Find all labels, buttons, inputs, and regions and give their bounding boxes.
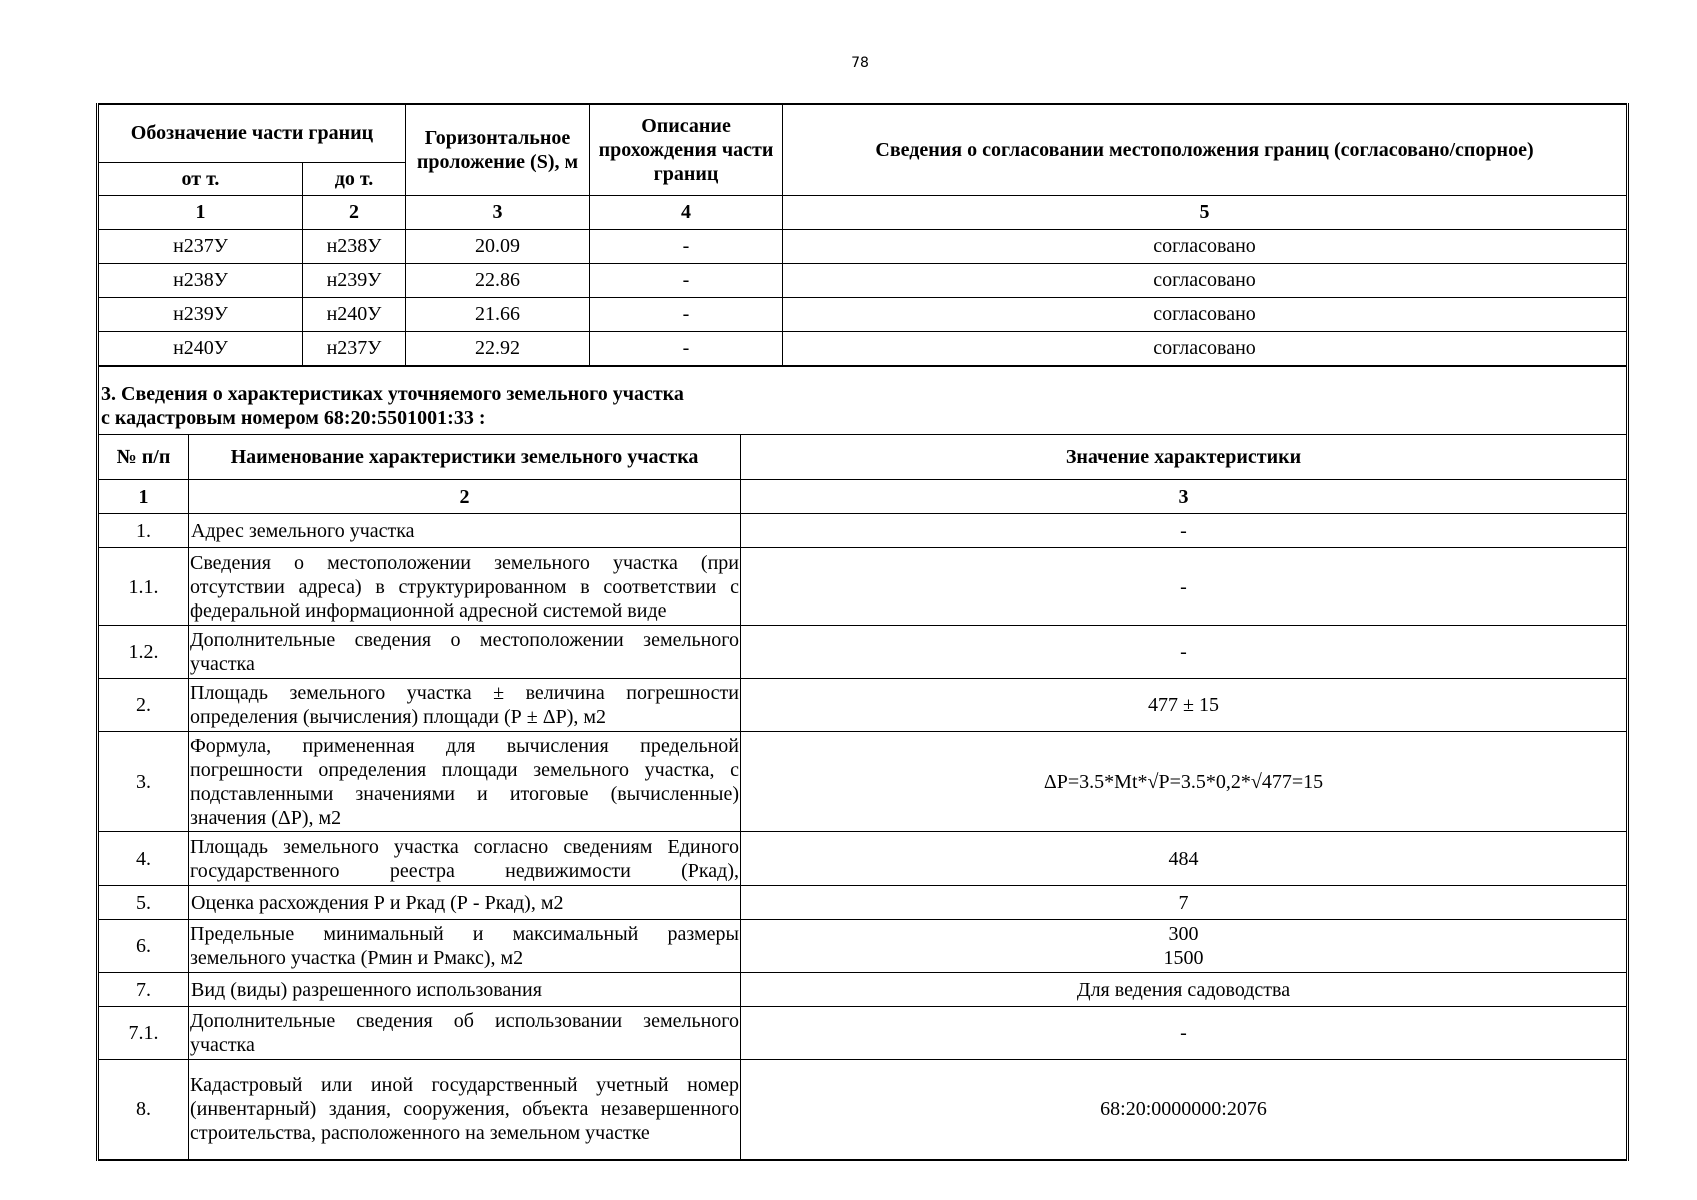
column-number: 5 (783, 195, 1628, 229)
agreement-status: согласовано (783, 331, 1628, 365)
row-number: 3. (98, 732, 189, 832)
agreement-status: согласовано (783, 297, 1628, 331)
section-title (98, 367, 1628, 435)
from-point: н237У (98, 229, 303, 263)
row-number: 7. (98, 973, 189, 1007)
to-point: н237У (303, 331, 406, 365)
table-row (98, 626, 1628, 679)
row-number: 1.2. (98, 626, 189, 679)
column-number: 1 (98, 480, 189, 514)
characteristic-name: Сведения о местоположении земельного участка (при отсутствии адреса) в структурированном в соответствии с федеральной информационной адресной системой виде (189, 548, 741, 626)
from-point: н238У (98, 263, 303, 297)
horizontal-length: 21.66 (406, 297, 590, 331)
characteristic-value: ΔР=3.5*Mt*√P=3.5*0,2*√477=15 (741, 732, 1628, 832)
characteristic-name: Предельные минимальный и максимальный размеры земельного участка (Рмин и Рмакс), м2 (189, 920, 741, 973)
characteristic-name: Оценка расхождения Р и Ркад (Р - Ркад), м2 (189, 886, 741, 920)
description: - (590, 263, 783, 297)
description: - (590, 229, 783, 263)
description: - (590, 297, 783, 331)
characteristic-value (741, 920, 1628, 973)
table-row (98, 973, 1628, 1007)
characteristic-value: - (741, 514, 1628, 548)
characteristic-name: Дополнительные сведения об использовании земельного участка (189, 1007, 741, 1060)
from-point: н240У (98, 331, 303, 365)
header-name: Наименование характеристики земельного участка (189, 435, 741, 480)
boundary-parts-table (96, 103, 1629, 366)
characteristic-name: Кадастровый или иной государственный учетный номер (инвентарный) здания, сооружения, объекта незавершенного строительства, расположенного на земельном участке (189, 1060, 741, 1160)
to-point: н239У (303, 263, 406, 297)
min-size-value: 300 (1168, 923, 1199, 945)
header-agreement: Сведения о согласовании местоположения границ (согласовано/спорное) (783, 104, 1628, 195)
column-number: 3 (741, 480, 1628, 514)
page-number: 78 (851, 55, 869, 71)
column-number: 2 (303, 195, 406, 229)
table-row (98, 229, 1628, 263)
row-number: 2. (98, 679, 189, 732)
characteristic-value: - (741, 548, 1628, 626)
column-number: 3 (406, 195, 590, 229)
header-horizontal: Горизонтальное проложение (S), м (406, 104, 590, 195)
header-value: Значение характеристики (741, 435, 1628, 480)
to-point: н240У (303, 297, 406, 331)
description: - (590, 331, 783, 365)
characteristic-name: Площадь земельного участка ± величина погрешности определения (вычисления) площади (Р ± ΔР), м2 (189, 679, 741, 732)
section-title-line1: 3. Сведения о характеристиках уточняемого земельного участка (101, 382, 684, 405)
horizontal-length: 22.86 (406, 263, 590, 297)
table-row (98, 297, 1628, 331)
table-row (98, 514, 1628, 548)
characteristic-value: 484 (741, 832, 1628, 886)
header-from-point: от т. (98, 162, 303, 195)
agreement-status: согласовано (783, 263, 1628, 297)
table-row (98, 679, 1628, 732)
max-size-value: 1500 (1163, 947, 1204, 969)
table-row (98, 331, 1628, 365)
row-number: 1. (98, 514, 189, 548)
to-point: н238У (303, 229, 406, 263)
table-row (98, 886, 1628, 920)
column-number: 1 (98, 195, 303, 229)
table-row (98, 1060, 1628, 1160)
column-number: 2 (189, 480, 741, 514)
section-title-line2: с кадастровым номером 68:20:5501001:33 : (101, 406, 486, 429)
row-number: 1.1. (98, 548, 189, 626)
horizontal-length: 20.09 (406, 229, 590, 263)
land-characteristics-table (96, 366, 1629, 1161)
table-row (98, 832, 1628, 886)
agreement-status: согласовано (783, 229, 1628, 263)
row-number: 4. (98, 832, 189, 886)
table-row (98, 732, 1628, 832)
column-number: 4 (590, 195, 783, 229)
header-num: № п/п (98, 435, 189, 480)
row-number: 5. (98, 886, 189, 920)
characteristic-name: Вид (виды) разрешенного использования (189, 973, 741, 1007)
header-to-point: до т. (303, 162, 406, 195)
header-part-designation: Обозначение части границ (98, 104, 406, 162)
table-row (98, 1007, 1628, 1060)
table-row (98, 548, 1628, 626)
row-number: 7.1. (98, 1007, 189, 1060)
characteristic-value: - (741, 1007, 1628, 1060)
characteristic-value: - (741, 626, 1628, 679)
characteristic-name: Адрес земельного участка (189, 514, 741, 548)
characteristic-value: Для ведения садоводства (741, 973, 1628, 1007)
characteristic-name: Формула, примененная для вычисления предельной погрешности определения площади земельного участка, с подставленными значениями и итоговые (вычисленные) значения (ΔР), м2 (189, 732, 741, 832)
from-point: н239У (98, 297, 303, 331)
characteristic-value: 477 ± 15 (741, 679, 1628, 732)
row-number: 8. (98, 1060, 189, 1160)
characteristic-value: 68:20:0000000:2076 (741, 1060, 1628, 1160)
header-description: Описание прохождения части границ (590, 104, 783, 195)
horizontal-length: 22.92 (406, 331, 590, 365)
characteristic-value: 7 (741, 886, 1628, 920)
characteristic-name: Площадь земельного участка согласно сведениям Единого государственного реестра недвижимости (Ркад), (189, 832, 741, 886)
characteristic-name: Дополнительные сведения о местоположении земельного участка (189, 626, 741, 679)
table-row (98, 263, 1628, 297)
table-row (98, 920, 1628, 973)
row-number: 6. (98, 920, 189, 973)
